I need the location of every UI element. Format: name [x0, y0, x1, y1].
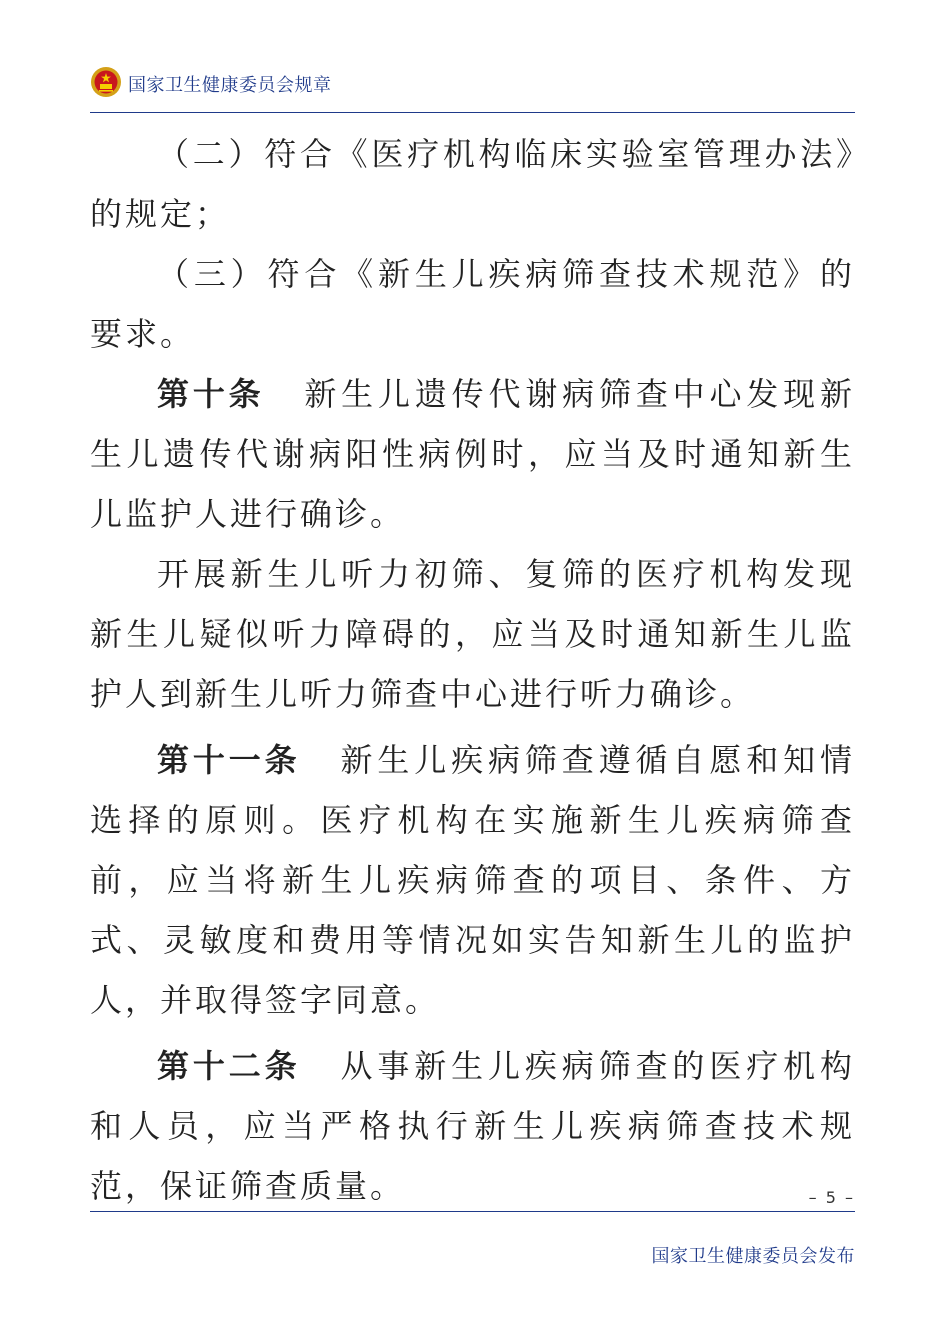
paragraph-text: 新生儿疾病筛查遵循自愿和知情选择的原则。医疗机构在实施新生儿疾病筛查前，应当将新生儿疾病筛查的项目、条件、方式、灵敏度和费用等情况如实告知新生儿的监护人，并取得签字同意。 — [90, 741, 855, 1019]
clause-paragraph — [90, 124, 855, 244]
paragraph-text: 从事新生儿疾病筛查的医疗机构和人员，应当严格执行新生儿疾病筛查技术规范，保证筛查质量。 — [90, 1047, 855, 1205]
footer-divider — [90, 1211, 855, 1212]
article-number: 第十二条 — [157, 1047, 301, 1085]
article-paragraph — [90, 730, 855, 1030]
paragraph-text: （二）符合《医疗机构临床实验室管理办法》的规定； — [90, 135, 855, 233]
footer-publisher: 国家卫生健康委员会发布 — [651, 1246, 855, 1267]
paragraph-text: 新生儿遗传代谢病筛查中心发现新生儿遗传代谢病阳性病例时，应当及时通知新生儿监护人进行确诊。 — [90, 375, 855, 533]
paragraph-text: 开展新生儿听力初筛、复筛的医疗机构发现新生儿疑似听力障碍的，应当及时通知新生儿监护人到新生儿听力筛查中心进行听力确诊。 — [90, 555, 855, 713]
page-header — [90, 64, 855, 104]
article-number: 第十条 — [157, 375, 265, 413]
national-emblem-icon — [90, 66, 122, 98]
header-divider — [90, 112, 855, 113]
document-body — [90, 124, 855, 1216]
paragraph-text: （三）符合《新生儿疾病筛查技术规范》的要求。 — [90, 255, 855, 353]
article-paragraph — [90, 364, 855, 544]
page-number: – 5 – — [808, 1188, 855, 1207]
clause-paragraph — [90, 244, 855, 364]
body-paragraph — [90, 544, 855, 724]
article-paragraph — [90, 1036, 855, 1216]
article-number: 第十一条 — [157, 741, 301, 779]
header-title: 国家卫生健康委员会规章 — [128, 75, 332, 96]
